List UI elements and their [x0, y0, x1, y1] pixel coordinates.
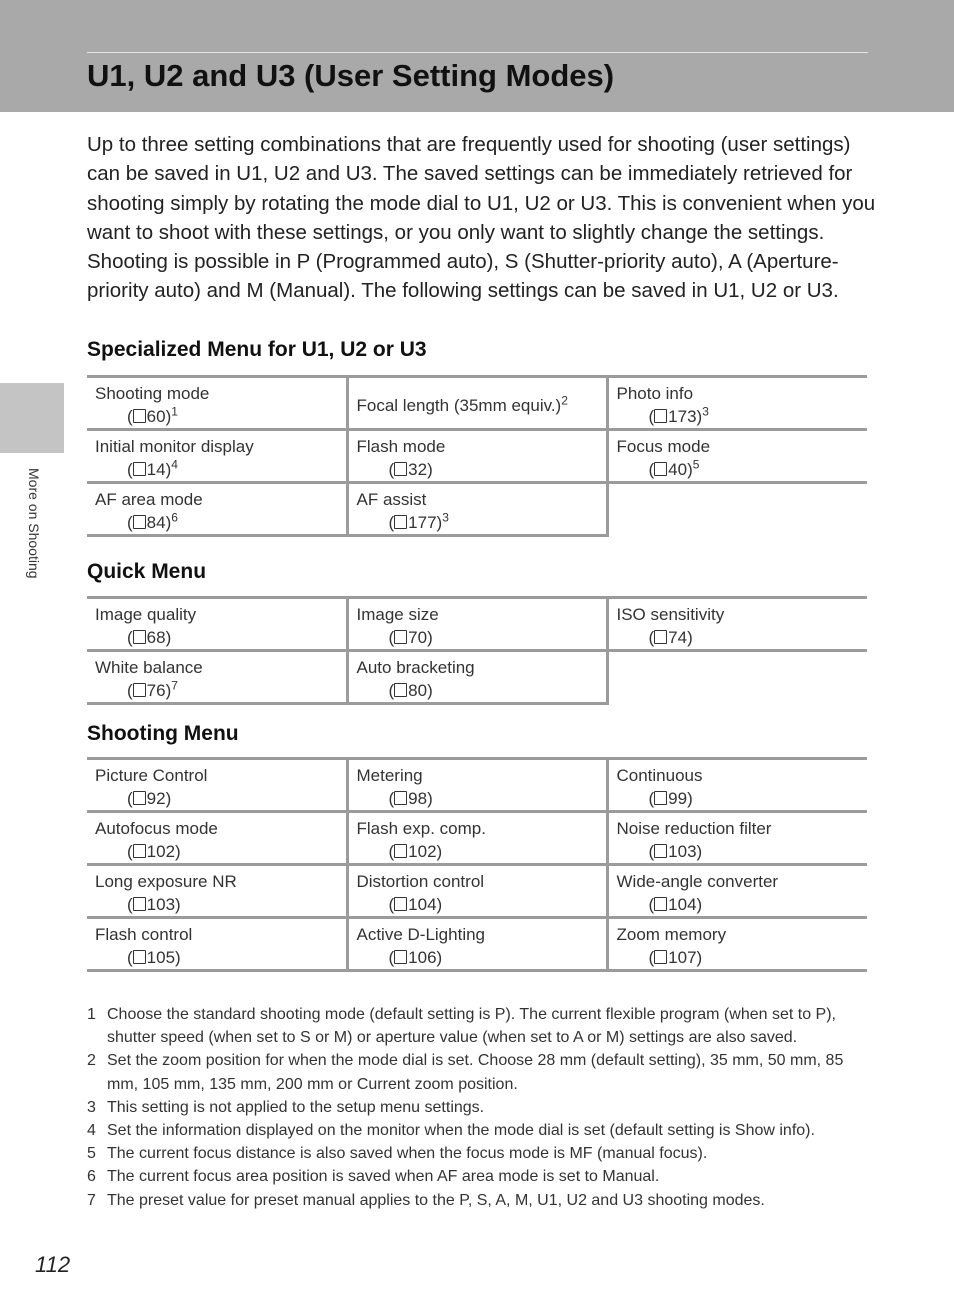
book-reference-icon [133, 791, 146, 805]
page-reference-number: 177 [408, 513, 437, 532]
page-reference-number: 92 [146, 789, 166, 808]
book-reference-icon [654, 462, 667, 476]
book-reference-icon [654, 844, 667, 858]
footnote-text: The current focus distance is also saved when the focus mode is MF (manual focus). [107, 1145, 708, 1163]
page-reference: ( 102) [388, 842, 443, 861]
page-reference-number: 60 [146, 407, 166, 426]
page-reference-number: 104 [408, 895, 437, 914]
menu-cell [607, 430, 867, 483]
menu-cell [87, 918, 347, 971]
page-reference-number: 105 [146, 948, 176, 967]
footnote-marker: 3 [442, 510, 449, 525]
book-reference-icon [654, 791, 667, 805]
footnote-number: 4 [87, 1122, 96, 1140]
menu-item-label: Focus mode [616, 437, 711, 456]
table-row [87, 483, 867, 536]
menu-cell [347, 812, 607, 865]
page-reference: ( 104) [648, 895, 703, 914]
heading-quick-menu: Quick Menu [87, 560, 207, 583]
book-reference-icon [394, 683, 407, 697]
menu-item-label: Noise reduction filter [616, 819, 772, 838]
page-reference-number: 102 [146, 842, 176, 861]
page-reference: ( 74) [648, 628, 693, 647]
page-reference-number: 104 [668, 895, 697, 914]
footnote-text: The preset value for preset manual applies to the P, S, A, M, U1, U2 and U3 shooting modes. [107, 1191, 765, 1209]
book-reference-icon [133, 462, 146, 476]
menu-item-label: Photo info [616, 384, 694, 403]
footnote-number: 3 [87, 1098, 96, 1116]
menu-cell [607, 377, 867, 430]
menu-item-label: AF area mode [95, 490, 203, 509]
menu-cell [607, 918, 867, 971]
header-banner [0, 0, 954, 112]
menu-item-label: Distortion control [356, 872, 485, 891]
menu-cell [347, 865, 607, 918]
page-reference-number: 32 [408, 460, 428, 479]
menu-cell [607, 598, 867, 651]
footnote-number: 2 [87, 1052, 96, 1070]
page-reference-number: 103 [146, 895, 176, 914]
intro-paragraph: Up to three setting combinations that are frequently used for shooting (user settings) can be saved in U1, U2 and U3. The saved settings can be immediately retrieved for shooting simply by rotating the mode dial to U1, U2 or U3. This is convenient when you want to shoot with these settings, or you only want to slightly change the settings. Shooting is possible in P (Programmed auto), S (Shutter-priority auto), A (Aperture-priority auto) and M (Manual). The following settings can be saved in U1, U2 or U3. [87, 133, 876, 303]
page-reference: ( 92) [127, 789, 172, 808]
footnote-text: Choose the standard shooting mode (default setting is P). The current flexible program (when set to P), shutter speed (when set to S or M) or aperture value (when set to A or M) settings are also saved. [107, 1006, 836, 1047]
book-reference-icon [394, 630, 407, 644]
menu-cell [347, 918, 607, 971]
page-reference-number: 74 [668, 628, 688, 647]
book-reference-icon [394, 950, 407, 964]
footnote-marker: 7 [171, 678, 178, 693]
page-reference: ( 173)$^3$ [648, 404, 709, 426]
footnote-item [87, 1165, 867, 1188]
table-row [87, 918, 867, 971]
book-reference-icon [394, 897, 407, 911]
book-reference-icon [654, 950, 667, 964]
page-reference: ( 14)$^4$ [127, 457, 178, 479]
menu-cell [607, 651, 867, 704]
page-reference-number: 98 [408, 789, 428, 808]
table-row [87, 812, 867, 865]
page-reference-number: 84 [146, 513, 166, 532]
footnote-number: 6 [87, 1168, 96, 1186]
heading-specialized-menu: Specialized Menu for U1, U2 or U3 [87, 338, 427, 361]
book-reference-icon [133, 630, 146, 644]
menu-item-label: Flash control [95, 925, 193, 944]
menu-cell [347, 377, 607, 430]
page-reference: ( 70) [388, 628, 433, 647]
book-reference-icon [133, 409, 146, 423]
page-reference: ( 60)$^1$ [127, 404, 178, 426]
footnote-marker: 5 [692, 457, 700, 472]
book-reference-icon [394, 515, 407, 529]
page-reference-number: 14 [146, 460, 166, 479]
book-reference-icon [654, 630, 667, 644]
page-reference-number: 70 [408, 628, 428, 647]
menu-cell [607, 483, 867, 536]
footnote-item [87, 1189, 867, 1212]
book-reference-icon [133, 844, 146, 858]
footnote-marker: 2 [561, 392, 568, 407]
menu-cell [87, 377, 347, 430]
menu-item-label: Picture Control [95, 766, 208, 785]
page-reference: ( 177)$^3$ [388, 510, 449, 532]
page-number: 112 [35, 1252, 71, 1277]
section-tab [0, 383, 64, 453]
menu-cell [87, 598, 347, 651]
page-reference: ( 84)$^6$ [127, 510, 178, 532]
menu-cell [347, 598, 607, 651]
book-reference-icon [654, 409, 667, 423]
page-reference-number: 102 [408, 842, 437, 861]
menu-cell [87, 865, 347, 918]
table-row [87, 759, 867, 812]
table-row [87, 865, 867, 918]
page-reference-number: 76 [146, 681, 166, 700]
footnote-item [87, 1003, 867, 1049]
menu-item-label: AF assist [356, 490, 427, 509]
menu-cell [347, 483, 607, 536]
menu-item-label: Flash exp. comp. [356, 819, 486, 838]
page-reference-number: 106 [408, 948, 437, 967]
page-reference: ( 80) [388, 681, 433, 700]
menu-item-label: Focal length (35mm equiv.) [356, 395, 562, 415]
page-reference: ( 107) [648, 948, 703, 967]
section-tab-label: More on Shooting [26, 468, 42, 579]
page-reference-number: 173 [668, 407, 697, 426]
page-reference: ( 32) [388, 460, 433, 479]
menu-item-label: Continuous [616, 766, 703, 785]
menu-item-label: Flash mode [356, 437, 446, 456]
book-reference-icon [133, 683, 146, 697]
footnote-marker: 4 [171, 457, 178, 472]
menu-item-label: Wide-angle converter [616, 872, 779, 891]
menu-cell [347, 430, 607, 483]
table-shooting-menu [87, 757, 867, 972]
table-row [87, 377, 867, 430]
page-reference-number: 80 [408, 681, 428, 700]
page-reference: ( 104) [388, 895, 443, 914]
footnote-number: 1 [87, 1006, 96, 1023]
menu-cell [347, 759, 607, 812]
page-reference: ( 99) [648, 789, 693, 808]
book-reference-icon [654, 897, 667, 911]
menu-item-label: Autofocus mode [95, 819, 218, 838]
page-reference: ( 68) [127, 628, 172, 647]
page-reference-number: 99 [668, 789, 688, 808]
page-title: U1, U2 and U3 (User Setting Modes) [87, 58, 615, 93]
page-reference: ( 98) [388, 789, 433, 808]
menu-item-label: Active D-Lighting [356, 925, 486, 944]
header-rule [87, 52, 868, 53]
book-reference-icon [394, 791, 407, 805]
table-row [87, 430, 867, 483]
footnote-item [87, 1096, 867, 1119]
book-reference-icon [394, 844, 407, 858]
page-reference: ( 106) [388, 948, 443, 967]
footnotes [87, 1003, 867, 1212]
book-reference-icon [133, 897, 146, 911]
book-reference-icon [133, 950, 146, 964]
menu-item-label: Auto bracketing [356, 658, 475, 677]
menu-cell [87, 651, 347, 704]
page-reference: ( 103) [648, 842, 703, 861]
menu-item-label: White balance [95, 658, 203, 677]
menu-cell [607, 812, 867, 865]
footnote-text: Set the information displayed on the monitor when the mode dial is set (default setting is Show info). [107, 1122, 815, 1140]
menu-cell [607, 865, 867, 918]
menu-cell [347, 651, 607, 704]
menu-item-label: Initial monitor display [95, 437, 254, 456]
book-reference-icon [133, 515, 146, 529]
page-reference-number: 40 [668, 460, 688, 479]
footnote-number: 7 [87, 1191, 96, 1209]
menu-item-label: Zoom memory [616, 925, 727, 944]
page-reference: ( 105) [127, 948, 181, 967]
table-quick-menu [87, 596, 867, 705]
book-reference-icon [394, 462, 407, 476]
table-row [87, 598, 867, 651]
menu-item-label: Long exposure NR [95, 872, 237, 891]
heading-shooting-menu: Shooting Menu [87, 722, 239, 745]
menu-cell [87, 759, 347, 812]
page-reference-number: 107 [668, 948, 697, 967]
footnote-number: 5 [87, 1145, 96, 1163]
menu-cell [87, 430, 347, 483]
page-reference: ( 40)$^5$ [648, 457, 700, 479]
footnote-text: This setting is not applied to the setup menu settings. [107, 1098, 485, 1116]
menu-cell [607, 759, 867, 812]
table-row [87, 651, 867, 704]
menu-item-label: ISO sensitivity [616, 605, 725, 624]
footnote-item [87, 1142, 867, 1165]
menu-item-label: Shooting mode [95, 384, 210, 403]
page-reference: ( 102) [127, 842, 181, 861]
table-specialized-menu [87, 375, 867, 537]
footnote-marker: 3 [702, 404, 709, 419]
page-reference: ( 76)$^7$ [127, 678, 178, 700]
footnote-marker: 1 [171, 404, 178, 419]
menu-item-label: Image size [356, 605, 439, 624]
footnote-item [87, 1119, 867, 1142]
page-reference-number: 103 [668, 842, 697, 861]
footnote-text: The current focus area position is saved when AF area mode is set to Manual. [107, 1168, 660, 1186]
menu-cell [87, 483, 347, 536]
footnote-item [87, 1049, 867, 1095]
page-reference: ( 103) [127, 895, 181, 914]
footnote-marker: 6 [171, 510, 178, 525]
menu-item-label: Image quality [95, 605, 197, 624]
menu-cell [87, 812, 347, 865]
footnote-text: Set the zoom position for when the mode dial is set. Choose 28 mm (default setting), 35 mm, 50 mm, 85 mm, 105 mm, 135 mm, 200 mm or Current zoom position. [107, 1052, 844, 1093]
menu-item-label: Metering [356, 766, 423, 785]
page-reference-number: 68 [146, 628, 166, 647]
